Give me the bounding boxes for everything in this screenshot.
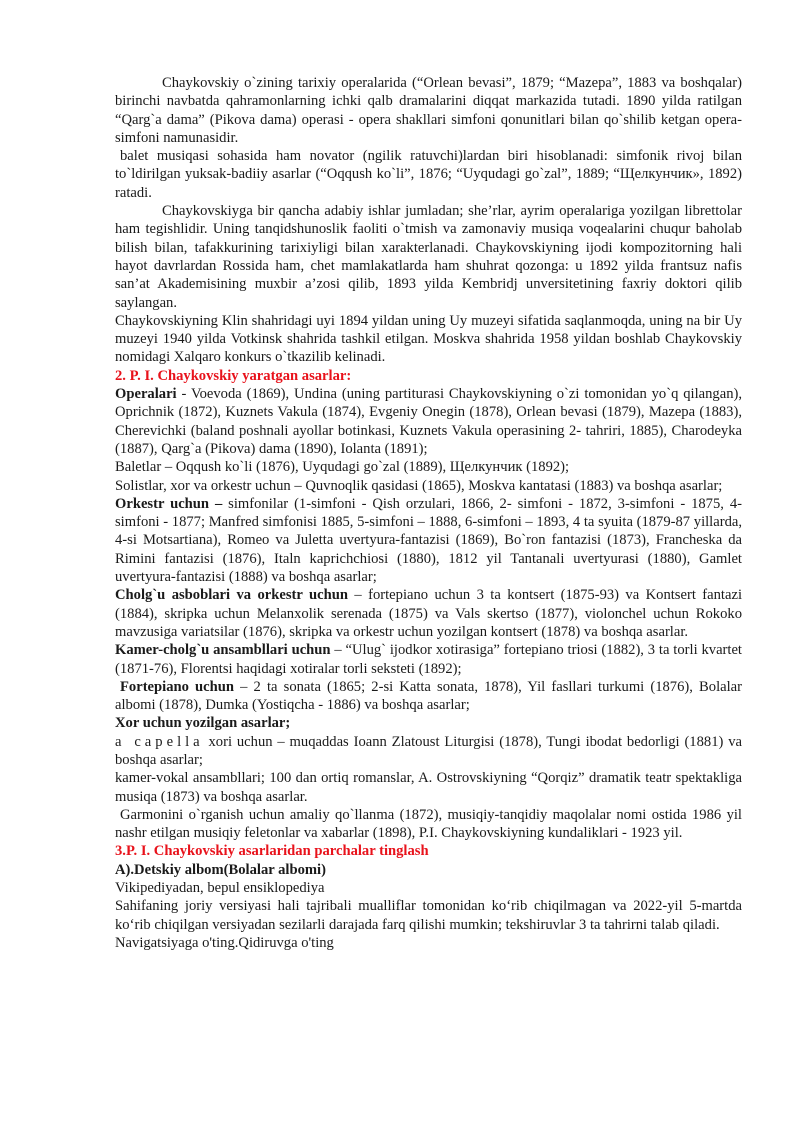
instruments-list <box>115 586 742 641</box>
operas-text: - Voevoda (1869), Undina (uning partiturasi Chaykovskiyning o`zi tomonidan yo`q qilangan), Oprichnik (1872), Kuznets Vakula (1874), Evgeniy Onegin (1878), Orlean bevasi (1879), Mazepa (1883), Cherevichki (baland poshnali ayollar botinkasi, Kuznets Vakula operasining 2- tahriri, 1885), Charodeyka (1887), Qarg`a (Pikova) dama (1890), Iolanta (1891); <box>115 386 742 457</box>
wiki-source-line: Vikipediyadan, bepul ensiklopediya <box>115 880 325 897</box>
orchestra-text: simfonilar (1-simfoni - Qish orzulari, 1866, 2- simfoni - 1872, 3-simfoni - 1875, 4-simfoni - 1877; Manfred simfonisi 1885, 5-simfoni – 1888, 6-simfoni – 1893, 4 ta syuita (1879-87 yillarda, 4-si Motsartiana), Romeo va Juletta uvertyura-fantazisi (1869), Bo`ron fantazisi (1873), Francheska da Rimini fantazisi (1876), Italn kaprichchiosi (1880), 1812 yil Tantanali uvertyurasi (1880), Gamlet uvertyura-fantazisi (1888) va boshqa asarlar; <box>115 495 742 586</box>
acapella-text: xori uchun – muqaddas Ioann Zlatoust Liturgisi (1878), Tungi ibodat bedorligi (1881) va boshqa asarlar; <box>115 733 742 768</box>
chamber-list <box>115 641 742 678</box>
orchestra-label: Orkestr uchun – <box>115 495 223 512</box>
chamber-text: – “Ulug` ijodkor xotirasiga” fortepiano triosi (1882), 3 ta torli kvartet (1871-76), Florentsi haqidagi xotiralar torli seksteti (1892); <box>115 642 742 677</box>
section-3-heading: 3.P. I. Chaykovskiy asarlaridan parchalar tinglash <box>115 843 429 860</box>
operas-label: Operalari <box>115 386 177 403</box>
piano-label: Fortepiano uchun <box>120 678 234 695</box>
piano-list <box>115 678 742 715</box>
album-subheading: A).Detskiy albom(Bolalar albomi) <box>115 861 326 878</box>
piano-text: – 2 ta sonata (1865; 2-si Katta sonata, 1878), Yil fasllari turkumi (1876), Bolalar albomi (1878), Dumka (Yostiqcha - 1886) va boshqa asarlar; <box>115 678 742 714</box>
chamber-label: Kamer-cholg`u ansambllari uchun <box>115 642 331 659</box>
instruments-label: Cholg`u asboblari va orkestr uchun <box>115 587 348 604</box>
section-2-heading: 2. P. I. Chaykovskiy yaratgan asarlar: <box>115 367 352 384</box>
ballets-list: Baletlar – Oqqush ko`li (1876), Uyqudagi go`zal (1889), Щелкунчик (1892); <box>115 459 570 476</box>
acapella-label: a capella <box>115 733 204 750</box>
harmony-list: Garmonini o`rganish uchun amaliy qo`llanma (1872), musiqiy-tanqidiy maqolalar nomi ostida 1986 yil nashr etilgan musiqiy feletonlar va xabarlar (1898), P.I. Chaykovskiyning kundaliklari - 1923 yil. <box>115 806 742 842</box>
paragraph-historical-operas: Chaykovskiy o`zining tarixiy operalarida (“Orlean bevasi”, 1879; “Mazepa”, 1883 va boshqalar) birinchi navbatda qahramonlarning ichki qalb dramalarini diqqat markazida tutadi. 1890 yilda ratilgan “Qarg`a dama” (Pikova dama) operasi - opera shakllari simfoni qonunitlari bilan qo`shilib ketgan opera-simfoni namunasidir. <box>115 75 742 146</box>
paragraph-literary-works: Chaykovskiyga bir qancha adabiy ishlar jumladan; she’rlar, ayrim operalariga yozilgan librettolar ham tegishlidir. Uning tanqidshunoslik faoliti o`tmish va zamonaviy musiqa voqealarini chuqur baholab bilish bilan, tafakkurining tarixiyligi bilan xarakterlanadi. Chaykovskiyning ijodi kompozitorning hali hayot davrlardan Rossida ham, chet mamlakatlarda ham shuhrat qozonga: u 1892 yilda frantsuz nafis san’at Akademisining muxbir a’zosi qilib, 1893 yilda Kembridj unversitetining faxriy doktori qilib saylangan. <box>115 203 742 311</box>
orchestra-list <box>115 495 742 586</box>
instruments-text: – fortepiano uchun 3 ta kontsert (1875-93) va Kontsert fantazi (1884), skripka uchun Melanxolik serenada (1875) va Vals skertso (1877), violonchel uchun Rokoko mavzusiga variatsilar (1876), skripka va orkestr uchun yozilgan kontsert (1878) va boshqa asarlar. <box>115 587 742 640</box>
acapella-list <box>115 733 742 770</box>
paragraph-ballet-music: balet musiqasi sohasida ham novator (ngilik ratuvchi)lardan biri hisoblanadi: simfonik rivoj bilan to`ldirilgan yuksak-badiiy asarlar (“Oqqush ko`li”, 1876; “Uyqudagi go`zal”, 1889; “Щелкунчик», 1892) ratadi. <box>115 148 742 201</box>
revision-note: Sahifaning joriy versiyasi hali tajribali mualliflar tomonidan ko‘rib chiqilmagan va 2022-yil 5-martda ko‘rib chiqilgan versiyadan sezilarli darajada farq qilishi mumkin; tekshiruvlar 3 ta tahrirni talab qiladi. <box>115 898 742 933</box>
navigation-line: Navigatsiyaga o'ting.Qidiruvga o'ting <box>115 934 334 951</box>
soloists-list: Solistlar, xor va orkestr uchun – Quvnoqlik qasidasi (1865), Moskva kantatasi (1883) va boshqa asarlar; <box>115 477 723 494</box>
operas-list <box>115 385 742 458</box>
chamber-vocal-list: kamer-vokal ansambllari; 100 dan ortiq romanslar, A. Ostrovskiyning “Qorqiz” dramatik teatr spektakliga musiqa (1873) va boshqa asarlar. <box>115 770 742 805</box>
paragraph-house-museum: Chaykovskiyning Klin shahridagi uyi 1894 yildan uning Uy muzeyi sifatida saqlanmoqda, uning na bir Uy muzeyi 1940 yilda Votkinsk shahrida tashkil etilgan. Moskva shahrida 1958 yildan boshlab Chaykovskiy nomidagi Xalqaro konkurs o`tkazilib kelinadi. <box>115 312 742 366</box>
choir-heading: Xor uchun yozilgan asarlar; <box>115 715 291 732</box>
